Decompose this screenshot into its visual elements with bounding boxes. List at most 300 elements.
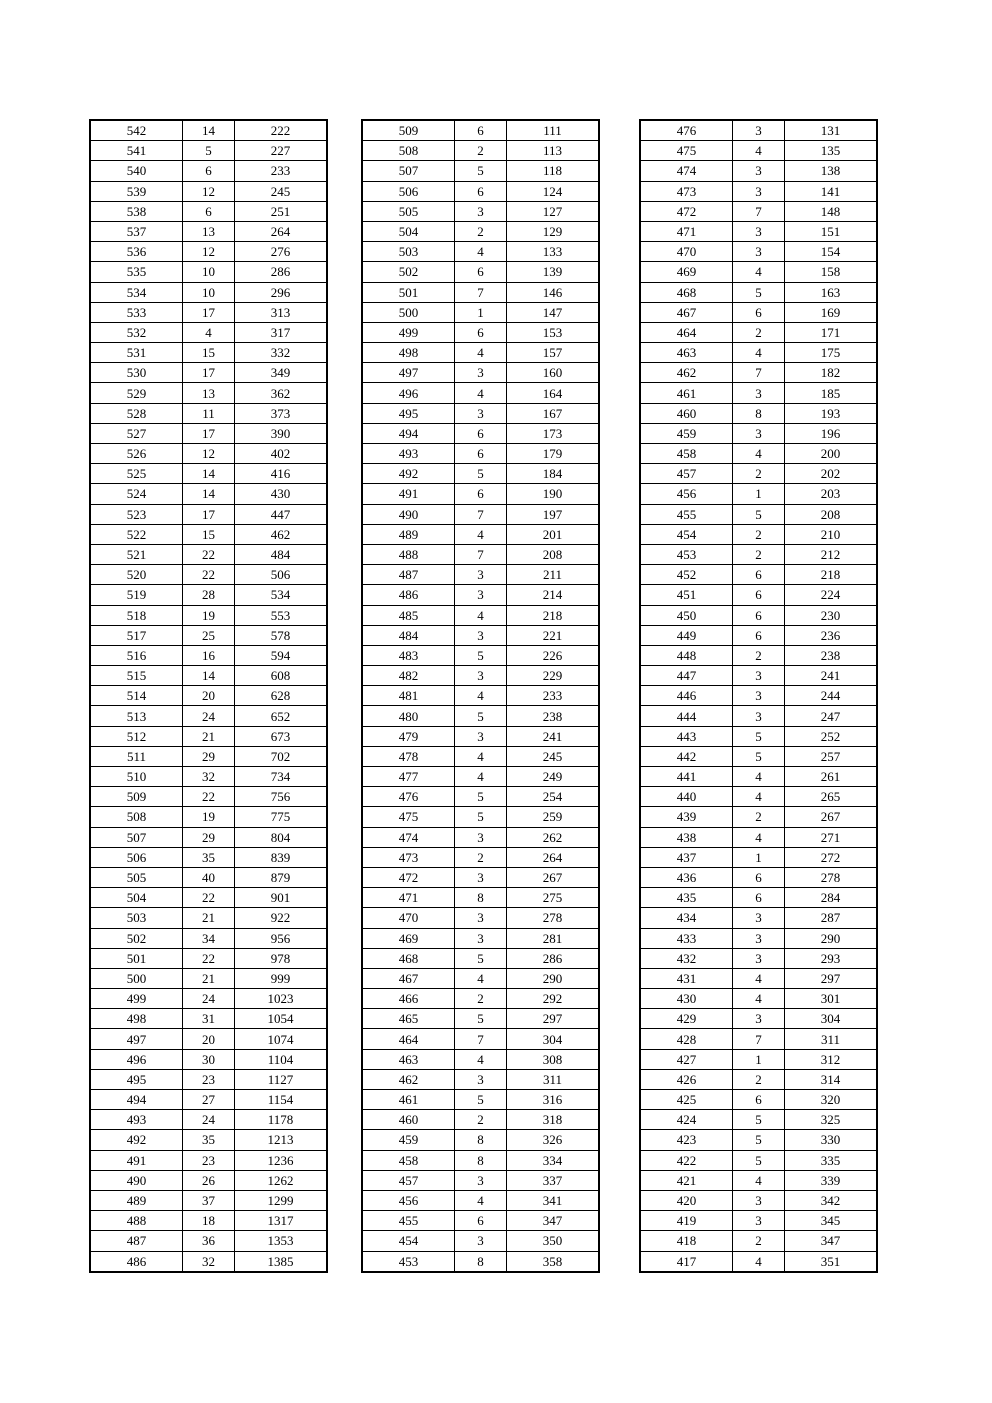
cumulative-cell: 259 [507,807,600,827]
count-cell: 2 [733,1231,785,1251]
score-cell: 422 [640,1150,733,1170]
cumulative-cell: 390 [235,423,328,443]
score-cell: 529 [90,383,183,403]
table-row [640,625,877,645]
cumulative-cell: 350 [507,1231,600,1251]
table-row [90,908,327,928]
score-cell: 462 [640,363,733,383]
score-cell: 461 [362,1090,455,1110]
table-row [640,1251,877,1272]
cumulative-cell: 264 [235,221,328,241]
cumulative-cell: 1104 [235,1049,328,1069]
count-cell: 4 [455,1049,507,1069]
count-cell: 4 [733,787,785,807]
table-row [90,968,327,988]
cumulative-cell: 275 [507,888,600,908]
table-row [362,1130,599,1150]
table-row [640,1211,877,1231]
cumulative-cell: 247 [785,706,878,726]
table-row [362,120,599,141]
score-cell: 474 [640,161,733,181]
score-cell: 537 [90,221,183,241]
table-row [640,1231,877,1251]
score-cell: 490 [362,504,455,524]
score-cell: 538 [90,201,183,221]
table-row [362,1190,599,1210]
count-cell: 7 [455,282,507,302]
score-cell: 458 [362,1150,455,1170]
table-row [90,686,327,706]
score-cell: 457 [640,464,733,484]
cumulative-cell: 218 [785,565,878,585]
count-cell: 19 [183,807,235,827]
table-row [90,585,327,605]
table-row [362,888,599,908]
table-row [640,1170,877,1190]
table-row [640,1190,877,1210]
count-cell: 3 [455,666,507,686]
table-row [640,383,877,403]
table-row [640,302,877,322]
count-cell: 14 [183,464,235,484]
count-cell: 22 [183,544,235,564]
table-row [90,484,327,504]
table-row [362,504,599,524]
cumulative-cell: 211 [507,565,600,585]
score-cell: 449 [640,625,733,645]
score-cell: 526 [90,444,183,464]
score-cell: 528 [90,403,183,423]
score-cell: 522 [90,524,183,544]
table-row [362,524,599,544]
table-row [640,221,877,241]
cumulative-cell: 131 [785,120,878,141]
count-cell: 4 [733,343,785,363]
count-cell: 3 [733,1009,785,1029]
score-cell: 540 [90,161,183,181]
table-row [362,847,599,867]
cumulative-cell: 317 [235,322,328,342]
cumulative-cell: 320 [785,1090,878,1110]
table-row [362,625,599,645]
score-cell: 477 [362,767,455,787]
table-row [362,181,599,201]
table-row [640,1130,877,1150]
table-row [640,544,877,564]
cumulative-cell: 113 [507,141,600,161]
score-cell: 460 [640,403,733,423]
score-cell: 474 [362,827,455,847]
table-row [362,484,599,504]
table-row [362,242,599,262]
count-cell: 6 [733,888,785,908]
score-cell: 539 [90,181,183,201]
score-cell: 536 [90,242,183,262]
count-cell: 13 [183,383,235,403]
table-row [640,666,877,686]
count-cell: 5 [455,1009,507,1029]
count-cell: 3 [733,686,785,706]
count-cell: 5 [455,464,507,484]
cumulative-cell: 267 [785,807,878,827]
table-row [362,1170,599,1190]
table-row [640,1009,877,1029]
cumulative-cell: 922 [235,908,328,928]
score-cell: 509 [90,787,183,807]
count-cell: 22 [183,888,235,908]
score-cell: 489 [362,524,455,544]
count-cell: 15 [183,524,235,544]
count-cell: 4 [733,444,785,464]
cumulative-cell: 238 [507,706,600,726]
count-cell: 4 [455,605,507,625]
score-cell: 451 [640,585,733,605]
count-cell: 25 [183,625,235,645]
count-cell: 23 [183,1069,235,1089]
cumulative-cell: 702 [235,746,328,766]
cumulative-cell: 153 [507,322,600,342]
score-cell: 516 [90,645,183,665]
score-cell: 473 [362,847,455,867]
table-row [362,746,599,766]
count-cell: 8 [455,1150,507,1170]
score-cell: 483 [362,645,455,665]
count-cell: 17 [183,363,235,383]
count-cell: 6 [455,322,507,342]
score-cell: 490 [90,1170,183,1190]
cumulative-cell: 296 [235,282,328,302]
cumulative-cell: 233 [507,686,600,706]
table-row [362,666,599,686]
score-cell: 495 [90,1069,183,1089]
count-cell: 29 [183,746,235,766]
score-cell: 501 [362,282,455,302]
cumulative-cell: 230 [785,605,878,625]
count-cell: 26 [183,1170,235,1190]
count-cell: 37 [183,1190,235,1210]
table-row [90,282,327,302]
score-cell: 425 [640,1090,733,1110]
count-cell: 6 [733,605,785,625]
table-row [362,444,599,464]
count-cell: 6 [455,120,507,141]
table-row [90,746,327,766]
cumulative-cell: 373 [235,403,328,423]
table-row [640,645,877,665]
cumulative-cell: 879 [235,867,328,887]
score-cell: 505 [90,867,183,887]
table-row [90,423,327,443]
count-cell: 6 [733,302,785,322]
score-cell: 467 [362,968,455,988]
score-cell: 456 [640,484,733,504]
score-cell: 486 [90,1251,183,1272]
table-row [362,403,599,423]
score-cell: 450 [640,605,733,625]
count-cell: 17 [183,504,235,524]
table-row [640,706,877,726]
score-table-1 [89,119,328,1273]
count-cell: 3 [455,585,507,605]
count-cell: 11 [183,403,235,423]
count-cell: 4 [183,322,235,342]
score-cell: 494 [362,423,455,443]
cumulative-cell: 158 [785,262,878,282]
score-cell: 500 [362,302,455,322]
cumulative-cell: 244 [785,686,878,706]
score-cell: 418 [640,1231,733,1251]
table-row [90,625,327,645]
table-row [362,262,599,282]
score-cell: 462 [362,1069,455,1089]
count-cell: 4 [733,262,785,282]
count-cell: 24 [183,706,235,726]
count-cell: 1 [733,1049,785,1069]
score-cell: 448 [640,645,733,665]
count-cell: 3 [455,565,507,585]
score-cell: 541 [90,141,183,161]
cumulative-cell: 267 [507,867,600,887]
score-cell: 472 [362,867,455,887]
table-row [90,1069,327,1089]
cumulative-cell: 804 [235,827,328,847]
table-row [362,544,599,564]
score-cell: 467 [640,302,733,322]
score-cell: 502 [362,262,455,282]
cumulative-cell: 293 [785,948,878,968]
cumulative-cell: 334 [507,1150,600,1170]
table-row [640,464,877,484]
table-row [362,807,599,827]
count-cell: 16 [183,645,235,665]
table-row [362,302,599,322]
cumulative-cell: 286 [235,262,328,282]
count-cell: 40 [183,867,235,887]
table-row [90,1009,327,1029]
table-row [640,767,877,787]
cumulative-cell: 224 [785,585,878,605]
cumulative-cell: 462 [235,524,328,544]
cumulative-cell: 304 [507,1029,600,1049]
cumulative-cell: 311 [507,1069,600,1089]
score-cell: 455 [640,504,733,524]
cumulative-cell: 304 [785,1009,878,1029]
table-row [90,1251,327,1272]
cumulative-cell: 160 [507,363,600,383]
count-cell: 4 [455,343,507,363]
count-cell: 5 [455,161,507,181]
count-cell: 4 [733,1251,785,1272]
table-row [90,645,327,665]
table-row [90,767,327,787]
table-row [90,1090,327,1110]
score-cell: 424 [640,1110,733,1130]
score-cell: 496 [90,1049,183,1069]
cumulative-cell: 628 [235,686,328,706]
count-cell: 12 [183,242,235,262]
count-cell: 3 [455,403,507,423]
score-cell: 430 [640,989,733,1009]
count-cell: 3 [733,383,785,403]
count-cell: 4 [733,141,785,161]
table-row [90,1029,327,1049]
table-row [362,1251,599,1272]
table-row [90,605,327,625]
score-cell: 452 [640,565,733,585]
table-row [362,908,599,928]
table-row [90,1130,327,1150]
table-row [90,1150,327,1170]
table-row [640,161,877,181]
table-row [362,1231,599,1251]
score-cell: 480 [362,706,455,726]
cumulative-cell: 262 [507,827,600,847]
table-row [640,343,877,363]
score-cell: 423 [640,1130,733,1150]
score-cell: 431 [640,968,733,988]
count-cell: 5 [733,1130,785,1150]
table-row [362,161,599,181]
count-cell: 6 [733,625,785,645]
cumulative-cell: 301 [785,989,878,1009]
cumulative-cell: 999 [235,968,328,988]
cumulative-cell: 272 [785,847,878,867]
cumulative-cell: 325 [785,1110,878,1130]
count-cell: 31 [183,1009,235,1029]
score-cell: 434 [640,908,733,928]
table-row [640,201,877,221]
count-cell: 4 [455,968,507,988]
table-row [90,989,327,1009]
score-cell: 457 [362,1170,455,1190]
cumulative-cell: 148 [785,201,878,221]
count-cell: 2 [455,221,507,241]
table-row [640,504,877,524]
count-cell: 10 [183,282,235,302]
score-cell: 542 [90,120,183,141]
cumulative-cell: 341 [507,1190,600,1210]
count-cell: 3 [733,120,785,141]
count-cell: 17 [183,423,235,443]
count-cell: 3 [733,1211,785,1231]
cumulative-cell: 345 [785,1211,878,1231]
table-row [362,322,599,342]
table-row [640,888,877,908]
count-cell: 22 [183,787,235,807]
count-cell: 6 [733,585,785,605]
count-cell: 6 [455,262,507,282]
score-table-2 [361,119,600,1273]
score-cell: 460 [362,1110,455,1130]
cumulative-cell: 184 [507,464,600,484]
score-cell: 500 [90,968,183,988]
table-row [640,847,877,867]
cumulative-cell: 146 [507,282,600,302]
table-row [362,464,599,484]
cumulative-cell: 313 [235,302,328,322]
table-row [362,1110,599,1130]
cumulative-cell: 608 [235,666,328,686]
score-cell: 524 [90,484,183,504]
score-cell: 506 [90,847,183,867]
cumulative-cell: 265 [785,787,878,807]
score-cell: 429 [640,1009,733,1029]
cumulative-cell: 1299 [235,1190,328,1210]
score-cell: 470 [640,242,733,262]
count-cell: 3 [455,1170,507,1190]
cumulative-cell: 233 [235,161,328,181]
score-cell: 442 [640,746,733,766]
cumulative-cell: 245 [235,181,328,201]
cumulative-cell: 141 [785,181,878,201]
cumulative-cell: 1023 [235,989,328,1009]
table-row [90,1049,327,1069]
table-row [362,645,599,665]
table-row [362,343,599,363]
table-row [362,928,599,948]
table-row [90,827,327,847]
score-cell: 503 [362,242,455,262]
count-cell: 1 [733,847,785,867]
cumulative-cell: 214 [507,585,600,605]
count-cell: 2 [733,322,785,342]
table-row [640,1049,877,1069]
cumulative-cell: 190 [507,484,600,504]
count-cell: 34 [183,928,235,948]
table-row [640,363,877,383]
cumulative-cell: 416 [235,464,328,484]
cumulative-cell: 200 [785,444,878,464]
cumulative-cell: 252 [785,726,878,746]
table-row [640,928,877,948]
score-cell: 459 [362,1130,455,1150]
cumulative-cell: 169 [785,302,878,322]
count-cell: 4 [733,1170,785,1190]
table-row [362,605,599,625]
cumulative-cell: 506 [235,565,328,585]
cumulative-cell: 312 [785,1049,878,1069]
table-row [640,1150,877,1170]
score-cell: 435 [640,888,733,908]
score-cell: 453 [362,1251,455,1272]
count-cell: 5 [455,948,507,968]
table-row [640,787,877,807]
cumulative-cell: 362 [235,383,328,403]
score-cell: 497 [362,363,455,383]
table-row [362,787,599,807]
count-cell: 21 [183,908,235,928]
table-row [90,181,327,201]
cumulative-cell: 318 [507,1110,600,1130]
score-cell: 420 [640,1190,733,1210]
cumulative-cell: 218 [507,605,600,625]
count-cell: 28 [183,585,235,605]
cumulative-cell: 154 [785,242,878,262]
count-cell: 19 [183,605,235,625]
table-row [362,1211,599,1231]
score-cell: 499 [362,322,455,342]
score-cell: 488 [90,1211,183,1231]
cumulative-cell: 111 [507,120,600,141]
cumulative-cell: 1236 [235,1150,328,1170]
score-cell: 492 [90,1130,183,1150]
count-cell: 4 [455,686,507,706]
score-cell: 493 [362,444,455,464]
count-cell: 4 [455,746,507,766]
score-cell: 471 [640,221,733,241]
cumulative-cell: 358 [507,1251,600,1272]
count-cell: 21 [183,968,235,988]
